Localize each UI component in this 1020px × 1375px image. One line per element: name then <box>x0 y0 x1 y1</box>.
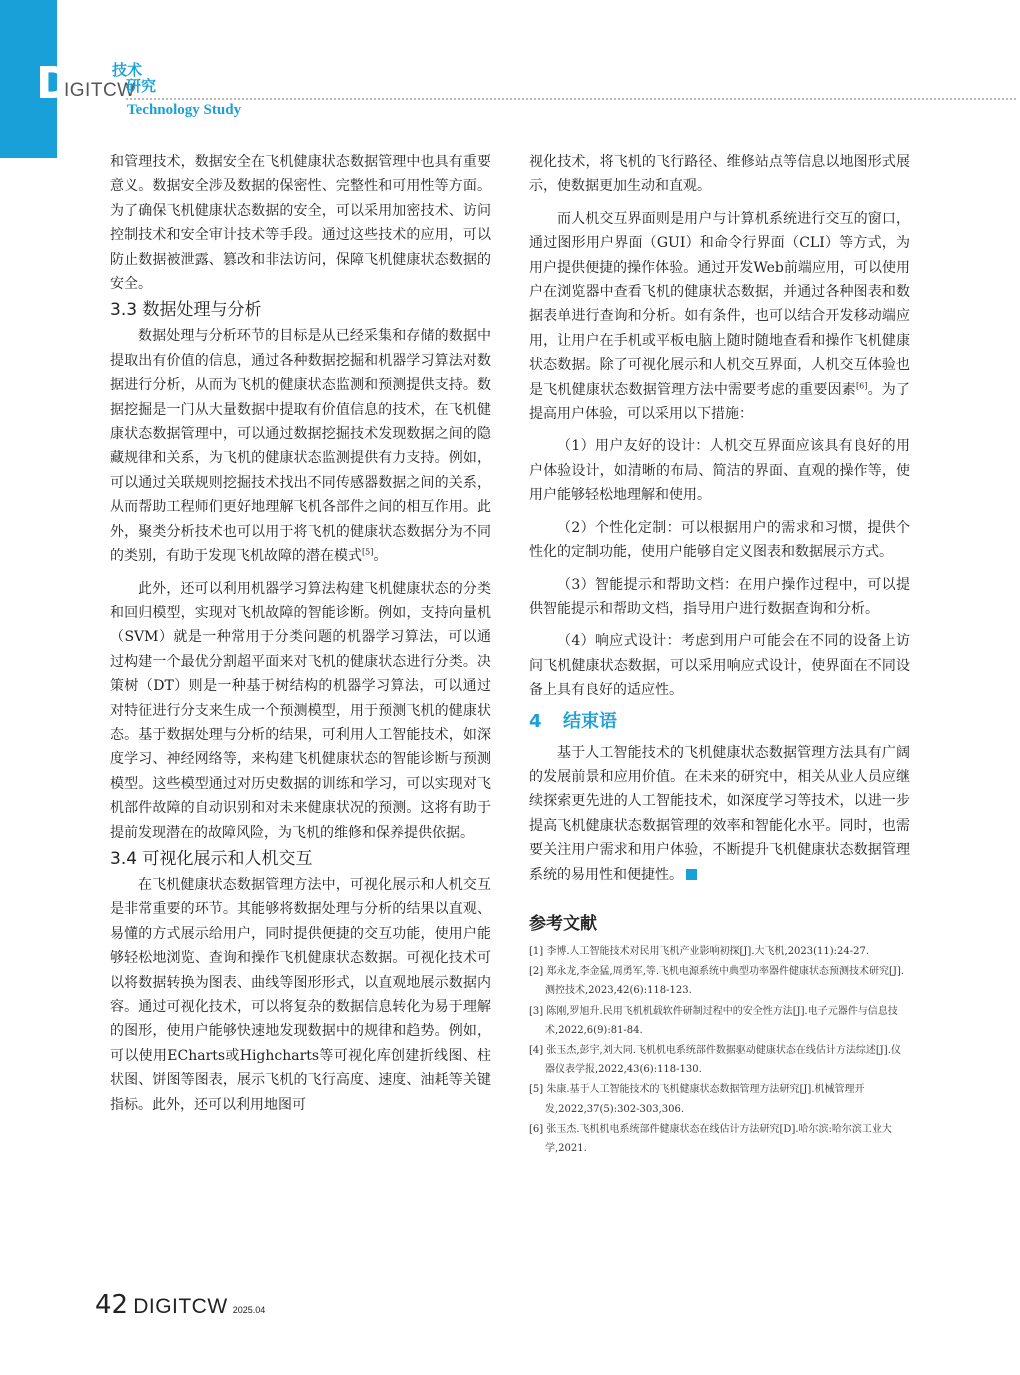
section-heading-4: 4 结束语 <box>529 710 617 732</box>
logo-letter-d: D <box>36 58 73 109</box>
right-column <box>529 150 910 1159</box>
citation: [6] <box>856 381 868 390</box>
paragraph: 此外，还可以利用机器学习算法构建飞机健康状态的分类和回归模型，实现对飞机故障的智能诊断。例如，支持向量机（SVM）就是一种常用于分类问题的机器学习算法，可以通过构建一个最优分割超平面来对飞机的健康状态进行分类。决策树（DT）则是一种基于树结构的机器学习算法，可以通过对特征进行分支来生成一个预测模型，用于预测飞机的健康状态。基于数据处理与分析的结果，可利用人工智能技术，如深度学习、神经网络等，来构建飞机健康状态的智能诊断与预测模型。这些模型通过对历史数据的训练和学习，可以实现对飞机部件故障的自动识别和对未来健康状况的预测。这将有助于提前发现潜在的故障风险，为飞机的维修和保养提供依据。 <box>110 580 491 841</box>
issue-date: 2025.04 <box>232 1305 266 1315</box>
paragraph: 和管理技术，数据安全在飞机健康状态数据管理中也具有重要意义。数据安全涉及数据的保密性、完整性和可用性等方面。为了确保飞机健康状态数据的安全，可以采用加密技术、访问控制技术和安全审计技术等手段。通过这些技术的应用，可以防止数据被泄露、篡改和非法访问，保障飞机健康状态数据的安全。 <box>110 154 491 293</box>
category-label-en: Technology Study <box>127 102 242 118</box>
citation: [5] <box>362 547 374 557</box>
page-number: 42 <box>95 1290 129 1320</box>
paragraph: （1）用户友好的设计：人机交互界面应该具有良好的用户体验设计，如清晰的布局、简洁的界面、直观的操作等，使用户能够轻松地理解和使用。 <box>529 438 910 504</box>
paragraph: 而人机交互界面则是用户与计算机系统进行交互的窗口，通过图形用户界面（GUI）和命令行界面（CLI）等方式，为用户提供便捷的操作体验。通过开发Web前端应用，可以使用户在浏览器中查看飞机的健康状态数据，并通过各种图表和数据表单进行查询和分析。如有条件，也可以结合开发移动端应用，让用户在手机或平板电脑上随时随地查看和操作飞机健康状态数据。除了可视化展示和人机交互界面，人机交互体验也是飞机健康状态数据管理方法中需要考虑的重要因素[6]。为了提高用户体验，可以采用以下措施： <box>529 210 911 423</box>
category-label-2: 研究 <box>126 77 157 95</box>
reference-item: [4] 张玉杰,彭宇,刘大同.飞机机电系统部件数据驱动健康状态在线估计方法综述[J].仪器仪表学报,2022,43(6):118-130. <box>529 1044 901 1076</box>
paragraph: 基于人工智能技术的飞机健康状态数据管理方法具有广阔的发展前景和应用价值。在未来的研究中，相关从业人员应继续探索更先进的人工智能技术，如深度学习等技术，以进一步提高飞机健康状态数据管理的效率和智能化水平。同时，也需要关注用户需求和用户体验，不断提升飞机健康状态数据管理系统的易用性和便捷性。 <box>529 744 910 883</box>
references-heading: 参考文献 <box>529 913 597 934</box>
paragraph: 视化技术，将飞机的飞行路径、维修站点等信息以地图形式展示，使数据更加生动和直观。 <box>529 154 910 195</box>
reference-item: [3] 陈刚,罗旭升.民用飞机机载软件研制过程中的安全性方法[J].电子元器件与信息技术,2022,6(9):81-84. <box>529 1005 898 1036</box>
section-heading-3-4: 3.4 可视化展示和人机交互 <box>110 848 313 869</box>
reference-item: [2] 郑永龙,李金猛,周勇军,等.飞机电源系统中典型功率器件健康状态预测技术研究[J].测控技术,2023,42(6):118-123. <box>529 966 905 997</box>
reference-item: [5] 朱康.基于人工智能技术的飞机健康状态数据管理方法研究[J].机械管理开发,2022,37(5):302-303,306. <box>529 1084 865 1115</box>
paragraph: 数据处理与分析环节的目标是从已经采集和存储的数据中提取出有价值的信息，通过各种数据挖掘和机器学习算法对数据进行分析，从而为飞机的健康状态监测和预测提供支持。数据挖掘是一门从大量数据中提取有价值信息的技术，在飞机健康状态数据管理中，可以通过数据挖掘技术发现数据之间的隐藏规律和关系，为飞机的健康状态监测提供有力支持。例如，可以通过关联规则挖掘技术找出不同传感器数据之间的关系，从而帮助工程师们更好地理解飞机各部件之间的相互作用。此外，聚类分析技术也可以用于将飞机的健康状态数据分为不同的类别，有助于发现飞机故障的潜在模式[5]。 <box>110 328 491 565</box>
category-label-1: 技术 <box>112 61 143 79</box>
reference-item: [1] 李博.人工智能技术对民用飞机产业影响初探[J].大飞机,2023(11):24-27. <box>529 945 870 957</box>
paragraph: （4）响应式设计：考虑到用户可能会在不同的设备上访问飞机健康状态数据，可以采用响应式设计，使界面在不同设备上具有良好的适应性。 <box>529 633 910 699</box>
page-footer <box>95 1290 265 1320</box>
end-mark-icon <box>686 869 697 880</box>
paragraph: （3）智能提示和帮助文档：在用户操作过程中，可以提供智能提示和帮助文档，指导用户进行数据查询和分析。 <box>529 576 910 617</box>
header-dotted-divider <box>126 98 1016 100</box>
left-column <box>110 150 491 1117</box>
section-heading-3-3: 3.3 数据处理与分析 <box>110 300 262 321</box>
footer-brand: DIGITCW <box>133 1295 228 1318</box>
paragraph: 在飞机健康状态数据管理方法中，可视化展示和人机交互是非常重要的环节。其能够将数据处理与分析的结果以直观、易懂的方式展示给用户，同时提供便捷的交互功能，使用户能够轻松地浏览、查询和操作飞机健康状态数据。可视化技术可以将数据转换为图表、曲线等图形形式，以直观地展示数据内容。通过可视化技术，可以将复杂的数据信息转化为易于理解的图形，使用户能够快速地发现数据中的规律和趋势。例如，可以使用ECharts或Highcharts等可视化库创建折线图、柱状图、饼图等图表，展示飞机的飞行高度、速度、油耗等关键指标。此外，还可以利用地图可 <box>110 876 491 1113</box>
reference-item: [6] 张玉杰.飞机机电系统部件健康状态在线估计方法研究[D].哈尔滨:哈尔滨工业大学,2021. <box>529 1123 892 1154</box>
logo-wordmark: IGITCW <box>64 80 136 101</box>
paragraph: （2）个性化定制：可以根据用户的需求和习惯，提供个性化的定制功能，使用户能够自定义图表和数据展示方式。 <box>529 519 910 561</box>
